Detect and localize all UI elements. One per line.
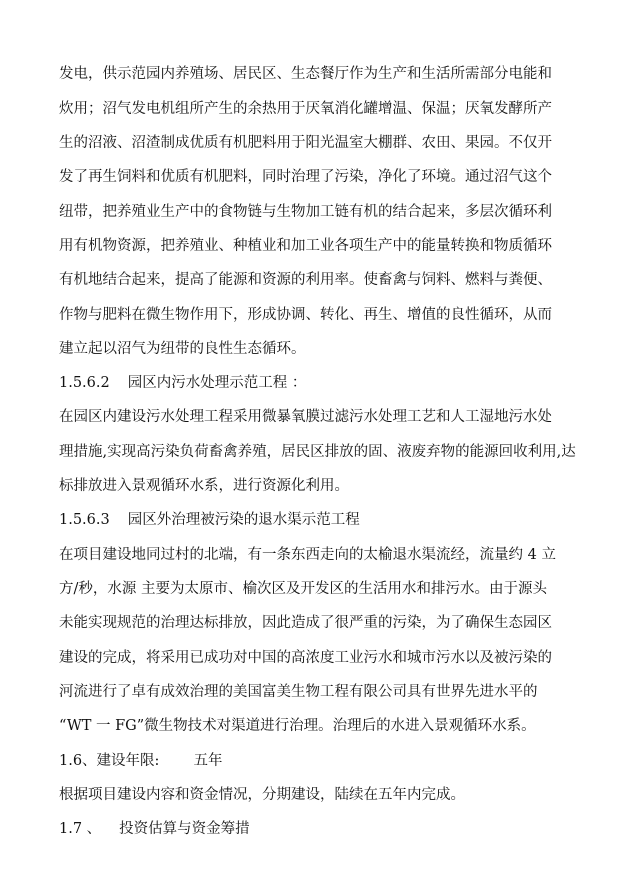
section-number: 1.7 、 — [59, 821, 102, 837]
paragraph-line: 作物与肥料在微生物作用下，形成协调、转化、再生、增值的良性循环，从而 — [59, 307, 552, 323]
section-title: 投资估算与资金筹措 — [119, 821, 250, 837]
paragraph-line: 发了再生饲料和优质有机肥料，同时治理了污染，净化了环境。通过沼气这个 — [59, 169, 552, 185]
section-number: 1.5.6.3 — [59, 512, 110, 528]
section-title: 园区内污水处理示范工程 ： — [127, 375, 307, 391]
section-heading-1-5-6-3 — [59, 510, 360, 530]
paragraph-line: 根据项目建设内容和资金情况，分期建设，陆续在五年内完成。 — [59, 787, 465, 803]
paragraph-line: 炊用；沼气发电机组所产生的余热用于厌氧消化罐增温、保温；厌氧发酵所产 — [59, 101, 552, 117]
section-label: 1.6、建设年限: — [59, 753, 160, 769]
paragraph-line: “WT 一 FG”微生物技术对渠道进行治理。治理后的水进入景观循环水系。 — [59, 718, 536, 734]
paragraph-line: 生的沼液、沼渣制成优质有机肥料用于阳光温室大棚群、农田、果园。不仅开 — [59, 135, 552, 151]
paragraph-line: 建设的完成，将采用已成功对中国的高浓度工业污水和城市污水以及被污染的 — [59, 650, 552, 666]
section-heading-1-7 — [59, 819, 250, 839]
section-value: 五年 — [193, 753, 223, 769]
paragraph-line: 建立起以沼气为纽带的良性生态循环。 — [59, 341, 306, 357]
paragraph-line: 河流进行了卓有成效治理的美国富美生物工程有限公司具有世界先进水平的 — [59, 684, 538, 700]
section-heading-1-5-6-2 — [59, 373, 306, 393]
paragraph-line: 方/秒，水源 主要为太原市、榆次区及开发区的生活用水和排污水。由于源头 — [59, 581, 547, 597]
paragraph-line: 在项目建设地同过村的北端，有一条东西走向的太榆退水渠流经，流量约 4 立 — [59, 547, 556, 563]
paragraph-line: 用有机物资源，把养殖业、种植业和加工业各项生产中的能量转换和物质循环 — [59, 238, 552, 254]
paragraph-line: 理措施,实现高污染负荷畜禽养殖，居民区排放的固、液废弃物的能源回收利用,达 — [59, 444, 576, 460]
paragraph-line: 纽带，把养殖业生产中的食物链与生物加工链有机的结合起来，多层次循环利 — [59, 204, 552, 220]
paragraph-line: 在园区内建设污水处理工程采用微暴氧膜过滤污水处理工艺和人工湿地污水处 — [59, 409, 552, 425]
paragraph-line: 标排放进入景观循环水系，进行资源化利用。 — [59, 478, 349, 494]
section-number: 1.5.6.2 — [59, 375, 110, 391]
section-heading-1-6 — [59, 751, 222, 771]
paragraph-line: 有机地结合起来，提高了能源和资源的利用率。使畜禽与饲料、燃料与粪便、 — [59, 272, 552, 288]
paragraph-line: 发电，供示范园内养殖场、居民区、生态餐厅作为生产和生活所需部分电能和 — [59, 66, 552, 82]
section-title: 园区外治理被污染的退水渠示范工程 — [127, 512, 360, 528]
paragraph-line: 未能实现规范的治理达标排放，因此造成了很严重的污染，为了确保生态园区 — [59, 615, 552, 631]
